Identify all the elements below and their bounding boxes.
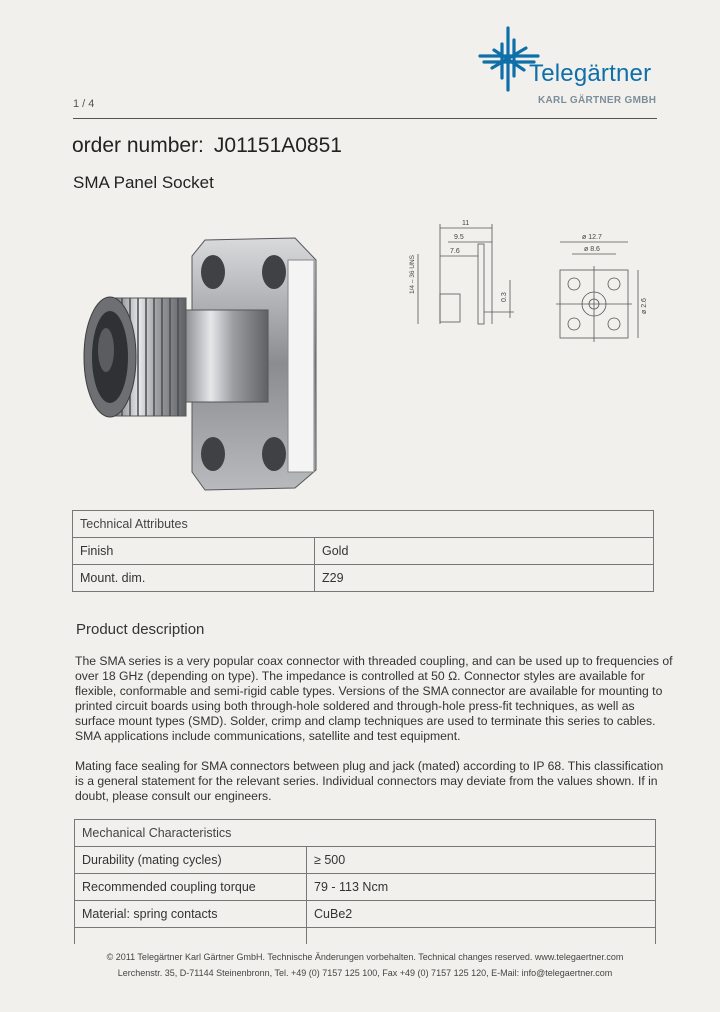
dim-hole-dia: ø 2.6 [641,298,648,314]
row-label: Durability (mating cycles) [75,847,307,874]
technical-attributes-table [72,510,654,592]
order-number: J01151A0851 [213,134,342,157]
row-value: CuBe2 [307,901,656,928]
footer-copyright: © 2011 Telegärtner Karl Gärtner GmbH. Technische Änderungen vorbehalten. Technical changes reserved. www.telegaertner.com [106,952,624,962]
table-row [75,901,656,928]
dim-mid: 9.5 [454,234,464,241]
technical-attributes-title: Technical Attributes [73,511,654,538]
mechanical-characteristics-table [74,819,656,944]
row-value: Gold [315,538,654,565]
dim-holes: ø 8.6 [584,246,600,253]
page-number: 1 / 4 [73,98,95,110]
table-row [75,847,656,874]
brand-name: Telegärtner [529,60,652,87]
footer-address: Lerchenstr. 35, D-71144 Steinenbronn, Tel. +49 (0) 7157 125 100, Fax +49 (0) 7157 125 120, E-Mail: info@telegaertner.com [117,968,613,978]
row-value: 79 - 113 Ncm [307,874,656,901]
description-paragraph-1: The SMA series is a very popular coax connector with threaded coupling, and can be used up to frequencies of over 18 GHz (depending on type). The impedance is controlled at 50 Ω. Connector styles are available for flexible, conformable and semi-rigid cable types. Versions of the SMA connector are available for mounting to printed circuit boards using both through-hole soldered and through-hole press-fit techniques, as well as surface mount types (SMD). Solder, crimp and clamp techniques are used to terminate this series to cables. SMA applications include communications, satellite and test equipment. [75,654,673,743]
thread-spec: 1/4 – 36 UNS [409,254,416,294]
side-view-drawing [402,214,526,344]
dim-flange: ø 12.7 [582,234,602,241]
row-label: Finish [73,538,315,565]
row-label: Mount. dim. [73,565,315,592]
row-label: Recommended coupling torque [75,874,307,901]
product-photo [80,232,330,494]
order-number-heading [72,134,342,158]
mechanical-characteristics-title: Mechanical Characteristics [75,820,656,847]
product-title: SMA Panel Socket [73,173,214,192]
row-value: Z29 [315,565,654,592]
brand-subtitle: KARL GÄRTNER GMBH [538,95,657,106]
dim-overall: 11 [462,220,470,227]
dim-small: 7.6 [450,248,460,255]
front-view-drawing [548,226,652,344]
table-row [73,538,654,565]
row-value: ≥ 500 [307,847,656,874]
product-description-title: Product description [76,621,205,638]
description-paragraph-2: Mating face sealing for SMA connectors between plug and jack (mated) according to IP 68. This classification is a general statement for the relevant series. Individual connectors may deviate from the values shown. If in doubt, please consult our engineers. [75,759,664,803]
row-label: Material: spring contacts [75,901,307,928]
table-row [75,928,656,944]
order-label: order number: [72,134,204,157]
dim-pin: 0.3 [501,292,508,302]
header-divider [73,118,657,119]
table-row [75,874,656,901]
table-row [73,565,654,592]
